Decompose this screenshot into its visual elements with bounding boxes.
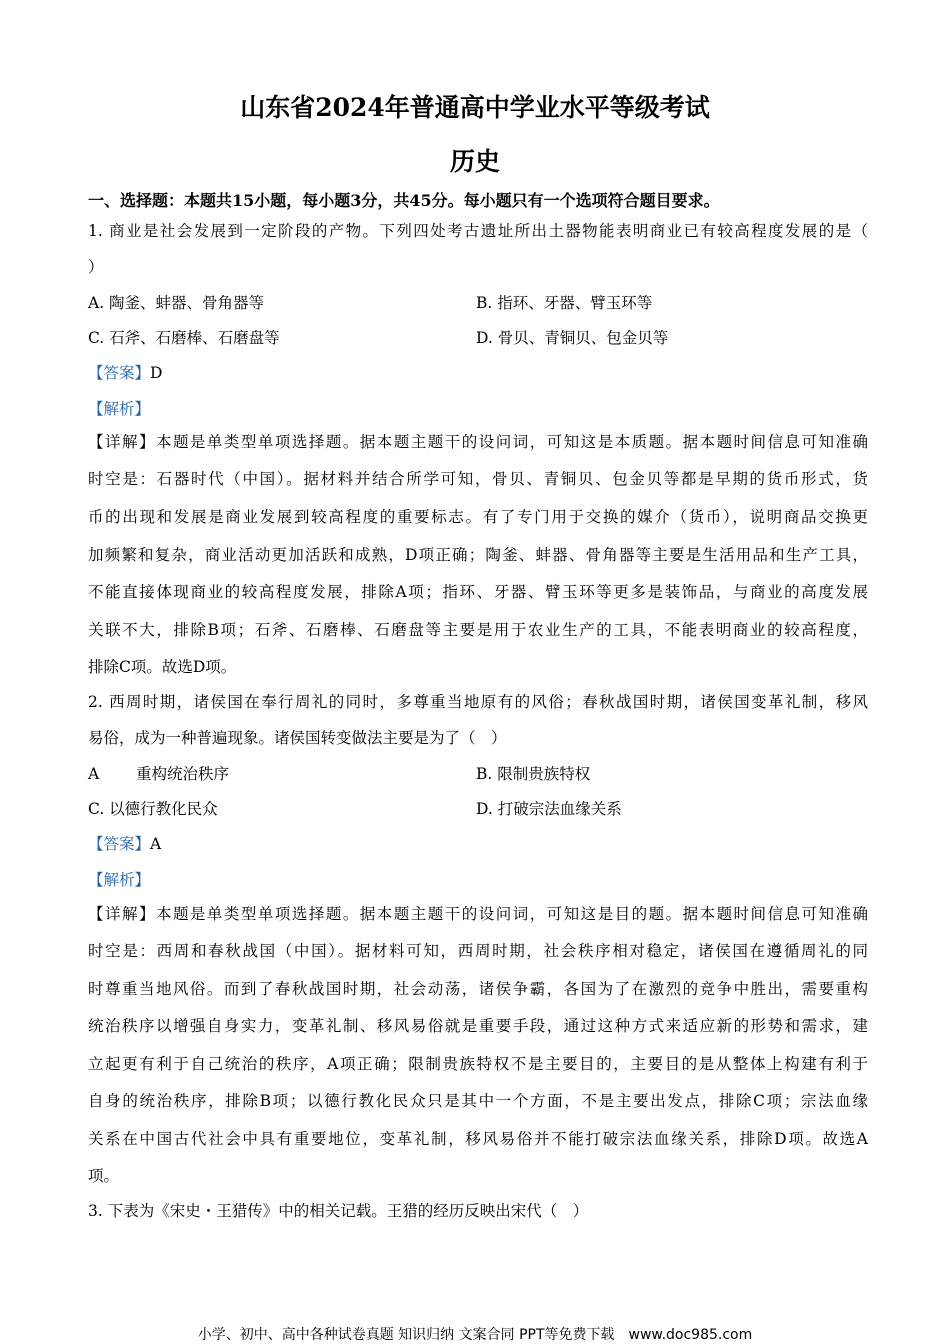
q2-detail-line-6: 自身的统治秩序，排除B项；以德行教化民众只是其中一个方面，不是主要出发点，排除C项；宗法血缘 xyxy=(88,1092,868,1110)
q1-stem-line-1: 1. 商业是社会发展到一定阶段的产物。下列四处考古遗址所出土器物能表明商业已有较高程度发展的是（ xyxy=(88,222,868,240)
q1-detail-line-3: 币的出现和发展是商业发展到较高程度的重要标志。有了专门用于交换的媒介（货币），说明商品交换更 xyxy=(88,508,868,526)
q1-detail-line-1 xyxy=(88,432,868,452)
q1-detail-tag: 【详解】 xyxy=(88,433,156,451)
q1-analysis-line xyxy=(88,399,868,419)
q2-detail-line-7: 关系在中国古代社会中具有重要地位，变革礼制，移风易俗并不能打破宗法血缘关系，排除D项。故选A xyxy=(88,1130,868,1148)
page-footer xyxy=(0,1324,950,1344)
footer-text: 小学、初中、高中各种试卷真题 知识归纳 文案合同 PPT等免费下载 xyxy=(197,1327,615,1343)
q1-detail-line-7: 排除C项。故选D项。 xyxy=(88,658,237,676)
q2-detail-text-1: 本题是单类型单项选择题。据本题主题干的设问词，可知这是目的题。据本题时间信息可知准确 xyxy=(155,905,868,923)
q2-detail-line-2: 时空是：西周和春秋战国（中国）。据材料可知，西周时期，社会秩序相对稳定，诸侯国在遵循周礼的同 xyxy=(88,942,868,960)
q2-analysis-tag: 【解析】 xyxy=(88,871,151,889)
q2-answer: A xyxy=(150,835,162,853)
q2-stem-line-2: 易俗，成为一种普遍现象。诸侯国转变做法主要是为了（ ） xyxy=(88,729,507,747)
q1-stem-line-2: ） xyxy=(88,258,104,276)
q1-answer-line xyxy=(88,363,868,383)
q2-detail-line-1 xyxy=(88,904,868,924)
q1-option-c: C. 石斧、石磨棒、石磨盘等 xyxy=(88,329,280,347)
q1-detail-line-6: 关联不大，排除B项；石斧、石磨棒、石磨盘等主要是用于农业生产的工具，不能表明商业的较高程度， xyxy=(88,621,868,639)
footer-site-link[interactable]: www.doc985.com xyxy=(628,1327,753,1343)
q2-answer-line xyxy=(88,834,868,854)
q1-analysis-tag: 【解析】 xyxy=(88,400,151,418)
q2-option-b: B. 限制贵族特权 xyxy=(476,765,591,783)
q3-stem: 3. 下表为《宋史・王猎传》中的相关记载。王猎的经历反映出宋代（ ） xyxy=(88,1202,589,1220)
q1-detail-line-5: 不能直接体现商业的较高程度发展，排除A项；指环、牙器、臂玉环等更多是装饰品，与商业的高度发展 xyxy=(88,583,868,601)
q2-detail-line-4: 统治秩序以增强自身实力，变革礼制、移风易俗就是重要手段，通过这种方式来适应新的形势和需求，建 xyxy=(88,1017,868,1035)
q1-option-b: B. 指环、牙器、臂玉环等 xyxy=(476,294,653,312)
q1-detail-line-4: 加频繁和复杂，商业活动更加活跃和成熟，D项正确；陶釜、蚌器、骨角器等主要是生活用品和生产工具， xyxy=(88,546,868,564)
q2-option-d: D. 打破宗法血缘关系 xyxy=(476,800,622,818)
q2-answer-tag: 【答案】 xyxy=(88,835,151,853)
q2-option-a-text: 重构统治秩序 xyxy=(136,765,230,783)
q1-option-d: D. 骨贝、青铜贝、包金贝等 xyxy=(476,329,669,347)
subject-title: 历史 xyxy=(449,147,500,176)
q2-detail-line-8: 项。 xyxy=(88,1167,120,1185)
q2-option-a-letter: A xyxy=(88,765,100,783)
section-heading: 一、选择题：本题共15小题，每小题3分，共45分。每小题只有一个选项符合题目要求。 xyxy=(88,191,720,210)
q1-answer: D xyxy=(150,364,163,382)
q2-option-c: C. 以德行教化民众 xyxy=(88,800,218,818)
q2-detail-tag: 【详解】 xyxy=(88,905,156,923)
q2-detail-line-5: 立起更有利于自己统治的秩序，A项正确；限制贵族特权不是主要目的，主要目的是从整体上构建有利于 xyxy=(88,1055,868,1073)
q2-detail-line-3: 时尊重当地风俗。而到了春秋战国时期，社会动荡，诸侯争霸，各国为了在激烈的竞争中胜出，需要重构 xyxy=(88,980,868,998)
exam-title: 山东省2024年普通高中学业水平等级考试 xyxy=(240,93,710,122)
q1-detail-text-1: 本题是单类型单项选择题。据本题主题干的设问词，可知这是本质题。据本题时间信息可知准确 xyxy=(155,433,868,451)
q1-detail-line-2: 时空是：石器时代（中国）。据材料并结合所学可知，骨贝、青铜贝、包金贝等都是早期的货币形式，货 xyxy=(88,470,868,488)
q2-stem-line-1: 2. 西周时期，诸侯国在奉行周礼的同时，多尊重当地原有的风俗；春秋战国时期，诸侯国变革礼制，移风 xyxy=(88,693,868,711)
q1-option-a: A. 陶釜、蚌器、骨角器等 xyxy=(88,294,265,312)
q2-analysis-line xyxy=(88,870,868,890)
q1-answer-tag: 【答案】 xyxy=(88,364,151,382)
